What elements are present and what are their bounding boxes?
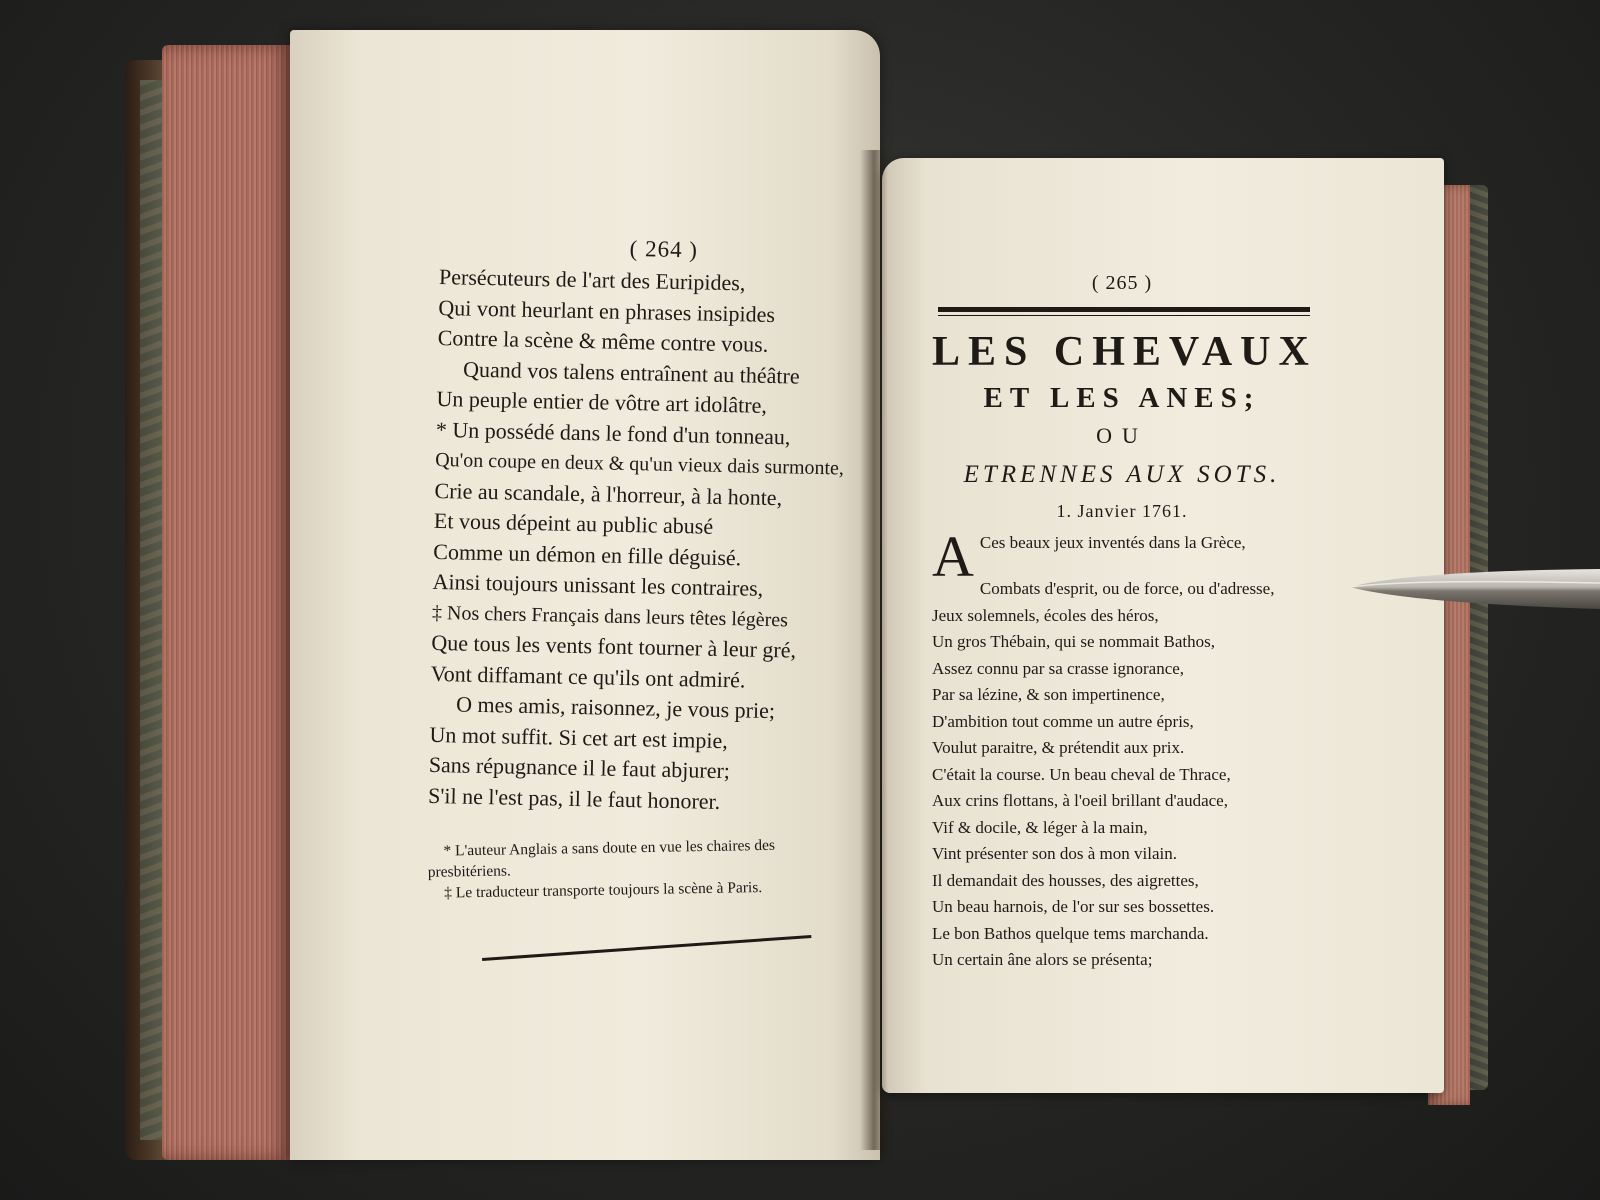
left-page-edges (162, 45, 292, 1160)
verse-line: Combats d'esprit, ou de force, ou d'adresse, (979, 579, 1275, 598)
verse-line: Assez connu par sa crasse ignorance, (932, 658, 1185, 678)
verse-line: Par sa lézine, & son impertinence, (932, 685, 1165, 704)
verse-line: Aux crins flottans, à l'oeil brillant d'audace, (932, 791, 1228, 810)
poem-title-line2: ET LES ANES; (983, 382, 1261, 414)
left-page-text (426, 232, 870, 913)
verse-line: Sans répugnance il le faut abjurer; (428, 751, 731, 784)
footnote: ‡ Le traducteur transporte toujours la scène à Paris. (444, 879, 763, 902)
knife-blade (1350, 565, 1600, 615)
verse-line: Et vous dépeint au public abusé (433, 507, 714, 539)
verse-line: Ces beaux jeux inventés dans la Grèce, (979, 533, 1246, 552)
verse-line: O mes amis, raisonnez, je vous prie; (455, 691, 776, 724)
page-number-left: ( 264 ) (629, 235, 699, 263)
verse-line: Il demandait des housses, des aigrettes, (932, 870, 1199, 890)
verse-line: Voulut paraitre, & prétendit aux prix. (932, 738, 1185, 757)
page-number-right: ( 265 ) (1091, 272, 1153, 294)
poem-subtitle: ETRENNES AUX SOTS. (963, 461, 1281, 488)
verse-line: Un certain âne alors se présenta; (932, 950, 1153, 969)
verse-line: Persécuteurs de l'art des Euripides, (438, 263, 746, 296)
verse-line: Un mot suffit. Si cet art est impie, (429, 721, 729, 753)
verse-line: Qu'on coupe en deux & qu'un vieux dais surmonte, (434, 448, 845, 480)
verse-line: Le bon Bathos quelque tems marchanda. (932, 923, 1209, 943)
verse-line: Vont diffamant ce qu'ils ont admiré. (430, 660, 746, 692)
verse-line: Contre la scène & même contre vous. (437, 324, 769, 357)
poem-body (932, 524, 1312, 974)
verse-line: Que tous les vents font tourner à leur gré, (431, 629, 797, 663)
verse-line: Vif & docile, & léger à la main, (932, 817, 1148, 837)
verse-line: Qui vont heurlant en phrases insipides (438, 294, 776, 327)
verse-line: Jeux solemnels, écoles des héros, (932, 605, 1159, 625)
verse-line: Vint présenter son dos à mon vilain. (932, 844, 1177, 863)
verse-line: Ainsi toujours unissant les contraires, (432, 568, 764, 601)
poem-title: LES CHEVAUX (932, 329, 1317, 375)
verse-line: ‡ Nos chers Français dans leurs têtes légères (431, 601, 789, 631)
header-rule (938, 307, 1310, 316)
footnote: * L'auteur Anglais a sans doute en vue les chaires des (443, 836, 776, 860)
verse-line: C'était la course. Un beau cheval de Thrace, (932, 764, 1231, 784)
verse-line: D'ambition tout comme un autre épris, (932, 711, 1194, 731)
verse-line: Un beau harnois, de l'or sur ses bossettes. (932, 897, 1215, 916)
right-page-text (932, 272, 1317, 974)
verse-line: Crie au scandale, à l'horreur, à la honte, (434, 477, 783, 510)
verse-line: * Un possédé dans le fond d'un tonneau, (435, 416, 791, 449)
poem-title-or: OU (1096, 423, 1148, 448)
verse-line: Un peuple entier de vôtre art idolâtre, (436, 385, 768, 418)
verse-line: Quand vos talens entraînent au théâtre (462, 356, 800, 389)
drop-cap: A (932, 524, 974, 589)
verse-line: Comme un démon en fille déguisé. (433, 538, 742, 570)
verse-line: S'il ne l'est pas, il le faut honorer. (427, 782, 721, 814)
verse-line: Un gros Thébain, qui se nommait Bathos, (932, 632, 1215, 651)
footnote: presbitériens. (427, 862, 512, 881)
poem-date: 1. Janvier 1761. (1056, 501, 1188, 521)
footnotes (427, 833, 858, 903)
